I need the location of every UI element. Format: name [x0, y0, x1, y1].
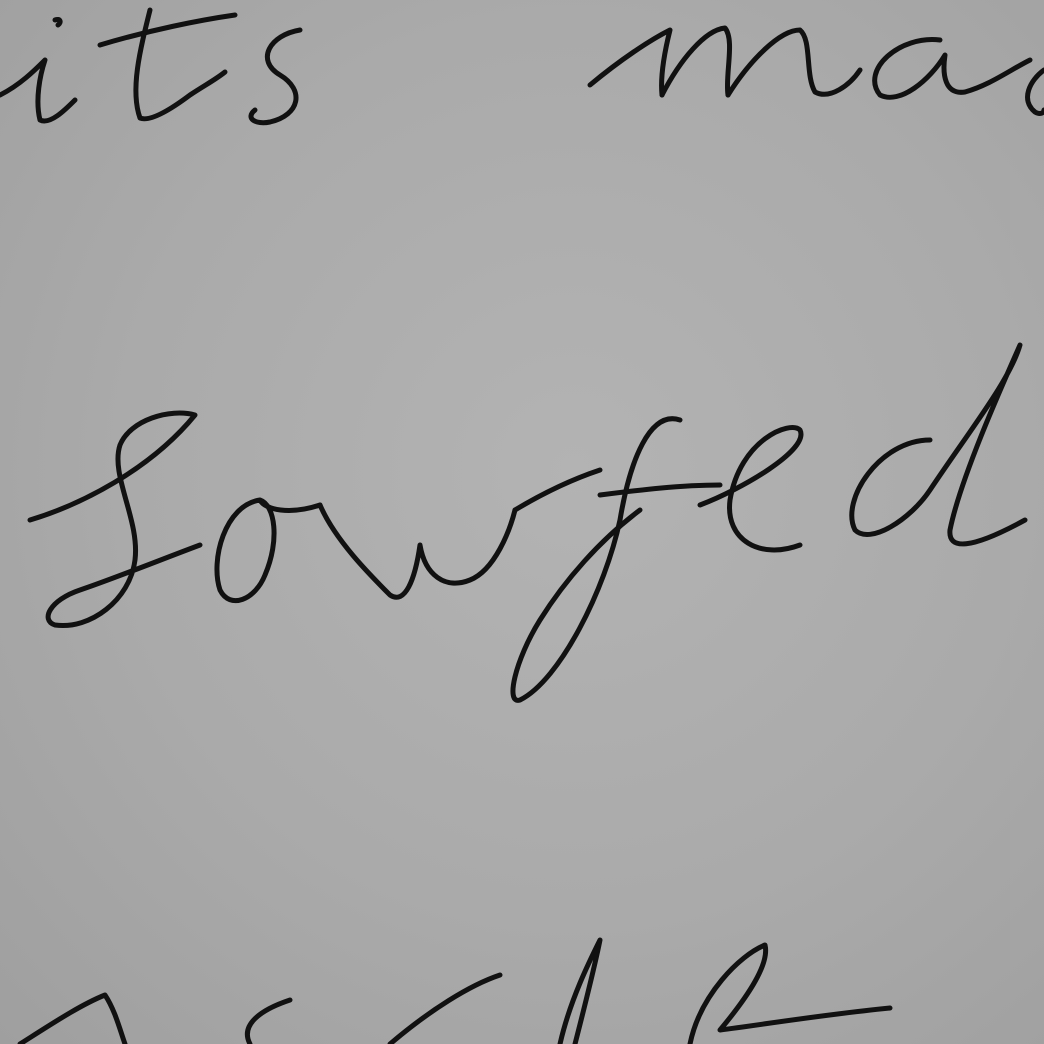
word-its: [0, 0, 1, 1]
handwritten-word-its: [0, 10, 300, 123]
handwritten-word-ma: [590, 28, 1044, 113]
handwritten-word-well: [20, 940, 890, 1044]
handwritten-word-sowfed: [30, 345, 1025, 700]
